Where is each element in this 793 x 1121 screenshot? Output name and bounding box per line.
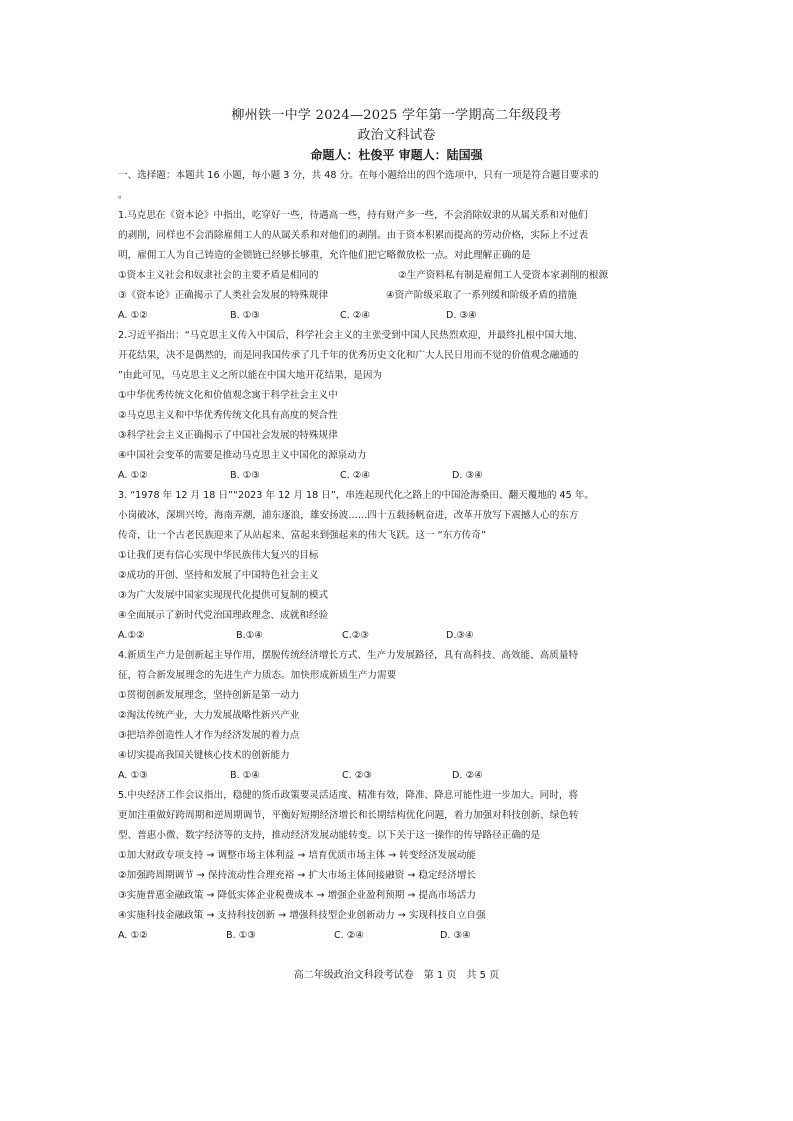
question-1 bbox=[118, 206, 683, 326]
option-4: ④中国社会变革的需要是推动马克思主义中国化的源泉动力 bbox=[118, 450, 367, 461]
page-footer: 高二年级政治文科段考试卷 第 1 页 共 5 页 bbox=[293, 970, 500, 981]
statement-row bbox=[118, 286, 683, 306]
answer-choices bbox=[118, 766, 683, 786]
question-stem: 开花结果，决不是偶然的，而是同我国传承了几千年的优秀历史文化和广大人民日用而不觉的价值观念融通的 bbox=[118, 350, 579, 361]
question-stem: 更加注重做好跨周期和逆周期调节，平衡好短期经济增长和长期结构优化问题，着力加强对科技创新、绿色转 bbox=[118, 810, 579, 821]
question-stem: 型、普惠小微、数字经济等的支持，推动经济发展动能转变。以下关于这一操作的传导路径正确的是 bbox=[118, 830, 541, 841]
option-4: ④切实提高我国关键核心技术的创新能力 bbox=[118, 750, 290, 761]
option-4: ④全面展示了新时代党治国理政理念、成就和经验 bbox=[118, 610, 329, 621]
choice-c: C. ②④ bbox=[340, 310, 370, 321]
choice-c: C. ②④ bbox=[334, 930, 364, 941]
choice-c: C.②③ bbox=[342, 630, 369, 641]
statement-row bbox=[118, 266, 683, 286]
choice-b: B. ①④ bbox=[230, 770, 260, 781]
choice-a: A. ①② bbox=[118, 470, 148, 481]
question-stem: ”由此可见，马克思主义之所以能在中国大地开花结果，是因为 bbox=[118, 370, 383, 381]
question-stem: 明，雇佣工人为自己铸造的金锁链已经够长够重，允许他们把它略微放松一点。对此理解正确的是 bbox=[118, 250, 531, 261]
choice-d: D. ③④ bbox=[440, 930, 471, 941]
question-4 bbox=[118, 646, 683, 786]
option-3: ③把培养创造性人才作为经济发展的着力点 bbox=[118, 730, 300, 741]
option-3: ③科学社会主义正确揭示了中国社会发展的特殊规律 bbox=[118, 430, 338, 441]
option-1: ①中华优秀传统文化和价值观念寓于科学社会主义中 bbox=[118, 390, 338, 401]
question-stem: 小岗破冰，深圳兴垮，海南弄潮，浦东逐浪，雄安扬波……四十五载扬帆奋进，改革开放写下震撼人心的东方 bbox=[118, 510, 579, 521]
choice-a: A. ①② bbox=[118, 310, 148, 321]
choice-a: A. ①③ bbox=[118, 770, 148, 781]
question-stem: 4.新质生产力是创新起主导作用，摆脱传统经济增长方式、生产力发展路径，具有高科技、高效能、高质量特 bbox=[118, 650, 579, 661]
statement-1: ①资本主义社会和奴隶社会的主要矛盾是相同的 bbox=[118, 270, 319, 281]
option-3: ③为广大发展中国家实现现代化提供可复制的模式 bbox=[118, 590, 329, 601]
answer-choices bbox=[118, 626, 683, 646]
question-stem: 征，符合新发展理念的先进生产力质态。加快形成新质生产力需要 bbox=[118, 670, 397, 681]
exam-authors: 命题人：杜俊平 审题人：陆国强 bbox=[310, 148, 483, 162]
option-1: ①让我们更有信心实现中华民族伟大复兴的目标 bbox=[118, 550, 319, 561]
question-2 bbox=[118, 326, 683, 486]
choice-b: B.①④ bbox=[236, 630, 263, 641]
answer-choices bbox=[118, 466, 683, 486]
choice-c: C. ②④ bbox=[340, 470, 370, 481]
choice-a: A.①② bbox=[118, 630, 145, 641]
question-stem: 2.习近平指出：“马克思主义传入中国后，科学社会主义的主张受到中国人民热烈欢迎，并最终扎根中国大地、 bbox=[118, 330, 584, 341]
choice-d: D. ③④ bbox=[452, 470, 483, 481]
option-2: ②马克思主义和中华优秀传统文化具有高度的契合性 bbox=[118, 410, 338, 421]
choice-d: D. ②④ bbox=[452, 770, 483, 781]
choice-d: D.③④ bbox=[446, 630, 474, 641]
exam-subtitle: 政治文科试卷 bbox=[357, 128, 436, 143]
choice-b: B. ①③ bbox=[226, 930, 256, 941]
section-instructions: 一、选择题：本题共 16 小题，每小题 3 分，共 48 分。在每小题给出的四个选项中，只有一项是符合题目要求的 bbox=[118, 170, 599, 181]
question-3 bbox=[118, 486, 683, 646]
choice-d: D. ③④ bbox=[446, 310, 477, 321]
question-stem: 5.中央经济工作会议指出，稳健的货币政策要灵活适度、精准有效，降准、降息可能性进一步加大。同时，将 bbox=[118, 790, 579, 801]
option-2: ②成功的开创、坚持和发展了中国特色社会主义 bbox=[118, 570, 319, 581]
option-3: ③实施普惠金融政策 → 降低实体企业税费成本 → 增强企业盈利预期 → 提高市场活力 bbox=[118, 890, 477, 901]
exam-body bbox=[118, 166, 683, 946]
exam-title: 柳州铁一中学 2024—2025 学年第一学期高二年级段考 bbox=[231, 108, 562, 123]
option-2: ②淘汰传统产业，大力发展战略性新兴产业 bbox=[118, 710, 300, 721]
answer-choices bbox=[118, 306, 683, 326]
statement-3: ③《资本论》正确揭示了人类社会发展的特殊规律 bbox=[118, 290, 329, 301]
statement-4: ④资产阶级采取了一系列缓和阶级矛盾的措施 bbox=[386, 290, 577, 301]
statement-2: ②生产资料私有制是雇佣工人受资本家剥削的根源 bbox=[398, 270, 609, 281]
option-1: ①加大财政专项支持 → 调整市场主体利益 → 培育优质市场主体 → 转变经济发展动能 bbox=[118, 850, 477, 861]
option-1: ①贯彻创新发展理念，坚持创新是第一动力 bbox=[118, 690, 300, 701]
choice-a: A. ①② bbox=[118, 930, 148, 941]
choice-b: B. ①③ bbox=[230, 470, 260, 481]
question-5 bbox=[118, 786, 683, 946]
question-stem: 传奇，让一个古老民族迎来了从站起来、富起来到强起来的伟大飞跃。这一 “东方传奇” bbox=[118, 530, 486, 541]
question-stem: 3. “1978 年 12 月 18 日”“2023 年 12 月 18 日”，串连起现代化之路上的中国沧海桑田、翻天覆地的 45 年。 bbox=[118, 490, 594, 501]
option-2: ②加强跨周期调节 → 保持流动性合理充裕 → 扩大市场主体间接融资 → 稳定经济增长 bbox=[118, 870, 477, 881]
answer-choices bbox=[118, 926, 683, 946]
choice-c: C. ②③ bbox=[342, 770, 372, 781]
question-stem: 1.马克思在《资本论》中指出，吃穿好一些，待遇高一些，持有财产多一些，不会消除奴隶的从属关系和对他们 bbox=[118, 210, 588, 221]
choice-b: B. ①③ bbox=[230, 310, 260, 321]
option-4: ④实施科技金融政策 → 支持科技创新 → 增强科技型企业创新动力 → 实现科技自立自强 bbox=[118, 910, 486, 921]
section-instructions-cont: 。 bbox=[118, 190, 128, 201]
question-stem: 的剥削，同样也不会消除雇佣工人的从属关系和对他们的剥削。由于资本积累而提高的劳动价格，实际上不过表 bbox=[118, 230, 589, 241]
